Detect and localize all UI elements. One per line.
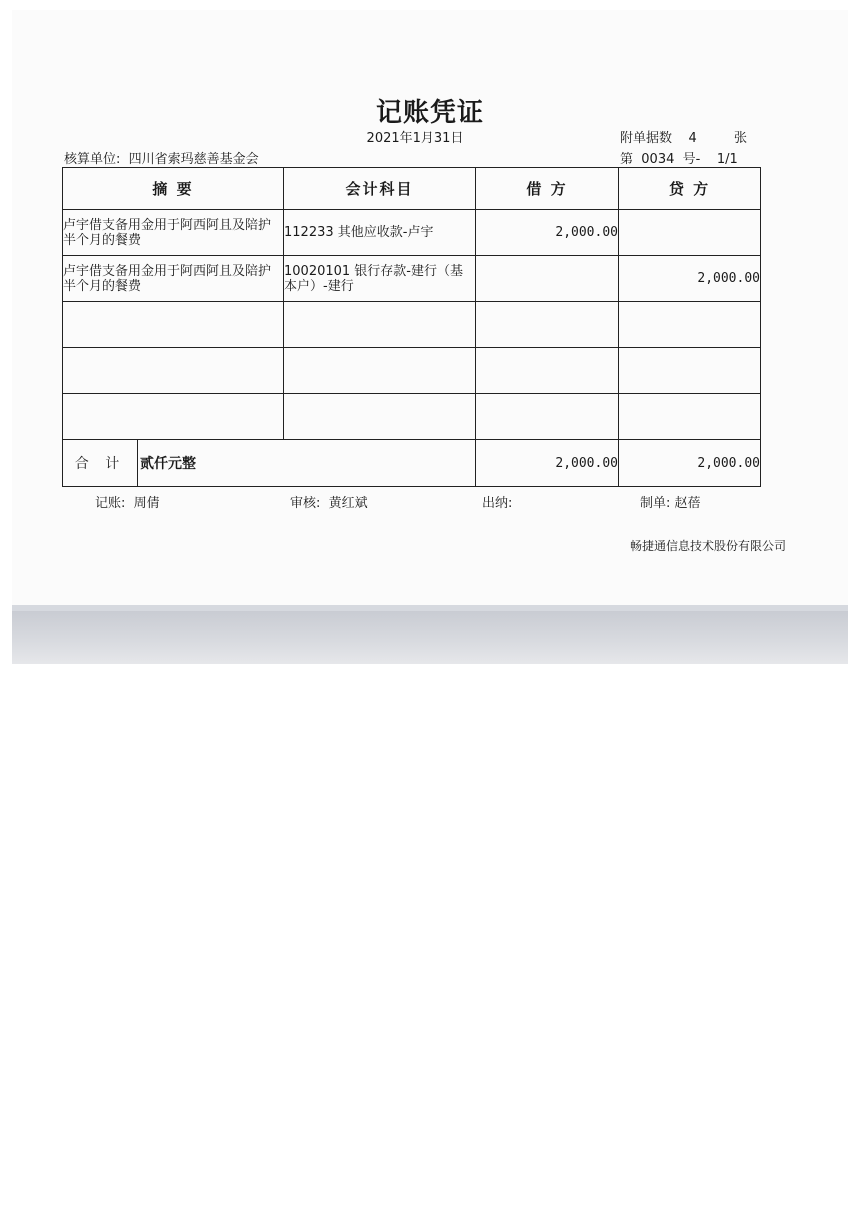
row-credit: 2,000.00 <box>619 256 761 302</box>
table-row <box>63 256 761 302</box>
row-summary: 卢宇借支备用金用于阿西阿且及陪护半个月的餐费 <box>63 210 284 256</box>
total-debit: 2,000.00 <box>476 440 619 487</box>
voucher-table <box>62 167 761 487</box>
row-summary <box>63 348 284 394</box>
row-credit <box>619 302 761 348</box>
row-account <box>284 394 476 440</box>
number-prefix: 第 <box>620 152 634 167</box>
header-debit: 借 方 <box>476 168 619 210</box>
row-debit <box>476 394 619 440</box>
unit-name: 四川省索玛慈善基金会 <box>128 152 259 167</box>
row-debit <box>476 256 619 302</box>
row-debit <box>476 302 619 348</box>
row-credit <box>619 394 761 440</box>
cashier-signature: 出纳: <box>482 496 513 511</box>
total-row <box>63 440 761 487</box>
page-value: 1/1 <box>716 152 738 167</box>
attachments-count: 4 <box>688 131 697 146</box>
header-credit: 贷 方 <box>619 168 761 210</box>
table-row <box>63 302 761 348</box>
attachments-label: 附单据数 <box>620 131 673 146</box>
row-credit <box>619 210 761 256</box>
number-suffix: 号- <box>682 152 701 167</box>
voucher-number <box>620 148 738 167</box>
row-debit <box>476 348 619 394</box>
row-account: 112233 其他应收款-卢宇 <box>284 210 476 256</box>
table-header-row <box>63 168 761 210</box>
row-summary <box>63 302 284 348</box>
table-row <box>63 348 761 394</box>
row-account <box>284 302 476 348</box>
unit-label: 核算单位: <box>64 152 121 167</box>
table-row <box>63 394 761 440</box>
total-amount-in-words: 贰仟元整 <box>140 456 196 472</box>
attachments-info <box>620 127 747 146</box>
row-account: 10020101 银行存款-建行（基本户）-建行 <box>284 256 476 302</box>
voucher-date: 2021年1月31日 <box>366 131 464 146</box>
total-label: 合 计 <box>63 440 138 486</box>
software-company: 畅捷通信息技术股份有限公司 <box>630 539 787 553</box>
number-value: 0034 <box>641 152 675 167</box>
header-summary: 摘 要 <box>63 168 284 210</box>
row-summary: 卢宇借支备用金用于阿西阿且及陪护半个月的餐费 <box>63 256 284 302</box>
attachments-unit: 张 <box>734 131 748 146</box>
row-summary <box>63 394 284 440</box>
header-account: 会计科目 <box>284 168 476 210</box>
accounting-unit <box>64 148 259 167</box>
reviewer-signature: 审核: 黄红斌 <box>290 496 368 511</box>
table-row <box>63 210 761 256</box>
voucher-title: 记账凭证 <box>375 98 484 128</box>
total-credit: 2,000.00 <box>619 440 761 487</box>
preparer-signature: 制单: 赵蓓 <box>640 496 701 511</box>
row-debit: 2,000.00 <box>476 210 619 256</box>
bookkeeper-signature: 记账: 周倩 <box>95 496 160 511</box>
scan-shadow-band <box>12 611 848 664</box>
total-cell <box>63 440 476 487</box>
row-credit <box>619 348 761 394</box>
row-account <box>284 348 476 394</box>
